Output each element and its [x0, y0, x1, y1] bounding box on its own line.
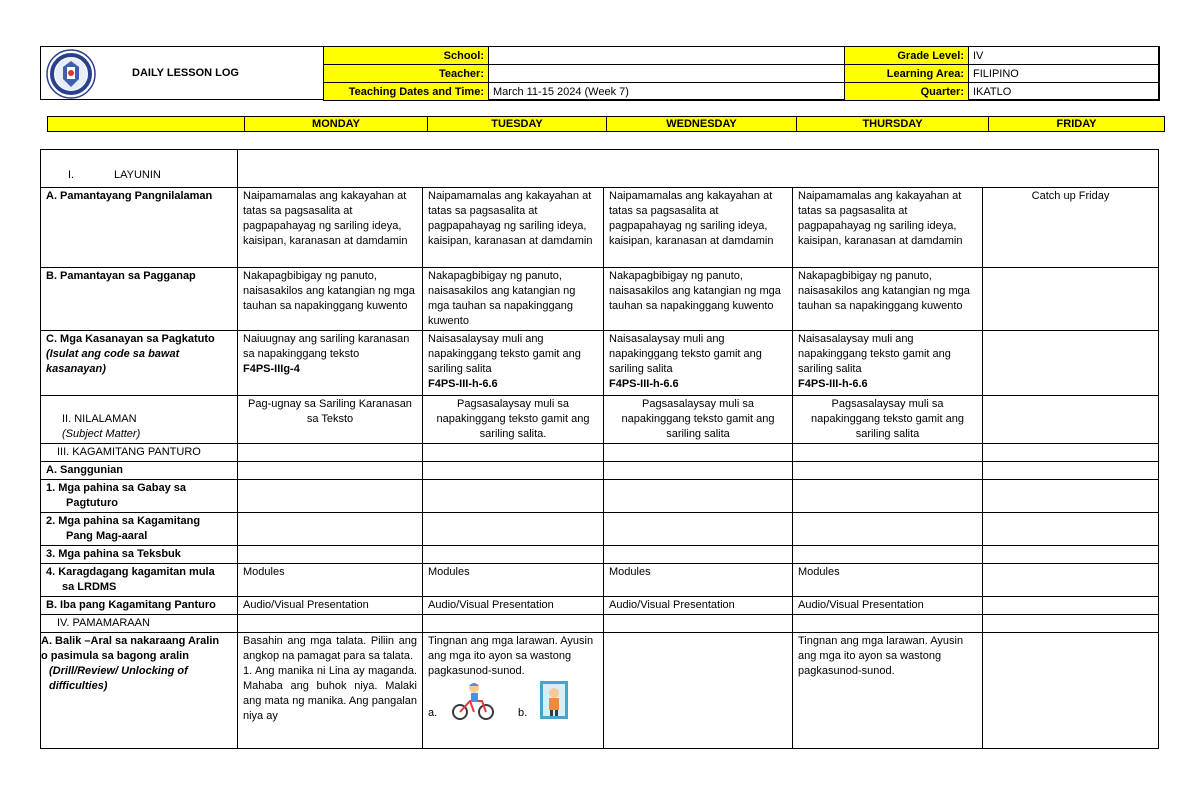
nilalaman-sublabel: (Subject Matter) — [62, 428, 141, 440]
kasanayan-label: C. Mga Kasanayan sa Pagkatuto — [46, 333, 215, 345]
iba-friday — [983, 597, 1159, 615]
pamantayang-tuesday: Naipamamalas ang kakayahan at tatas sa pagsasalita at pagpapahayag ng sariling ideya, kaisipan, karanasan at damdamin — [423, 188, 604, 268]
competency-code: F4PS-IIIg-4 — [243, 363, 300, 375]
iba-thursday: Audio/Visual Presentation — [793, 597, 983, 615]
kasanayan-sublabel: (Isulat ang code sa bawat kasanayan) — [46, 348, 180, 375]
table-row — [41, 331, 1159, 396]
pagganap-tuesday: Nakapagbibigay ng panuto, naisasakilos ang katangian ng mga tauhan sa napakinggang kuwento — [423, 268, 604, 331]
kasanayan-text: Naisasalaysay muli ang napakinggang teksto gamit ang sariling salita — [798, 333, 951, 375]
table-row — [41, 462, 1159, 480]
iba-monday: Audio/Visual Presentation — [238, 597, 423, 615]
balik-friday — [983, 633, 1159, 749]
empty-cell — [793, 480, 983, 513]
kagamitan-label: III. KAGAMITANG PANTURO — [41, 444, 238, 462]
empty-cell — [983, 615, 1159, 633]
empty-cell — [238, 480, 423, 513]
iba-label: B. Iba pang Kagamitang Panturo — [41, 597, 238, 615]
grade-level-label: Grade Level: — [845, 47, 969, 65]
nilalaman-wednesday: Pagsasalaysay muli sa napakinggang teksto gamit ang sariling salita — [604, 396, 793, 444]
table-row — [41, 513, 1159, 546]
nilalaman-friday — [983, 396, 1159, 444]
empty-cell — [423, 480, 604, 513]
teacher-value — [489, 65, 845, 83]
day-friday: FRIDAY — [989, 117, 1165, 132]
pamamaraan-label: IV. PAMAMARAAN — [41, 615, 238, 633]
sanggunian-label: A. Sanggunian — [41, 462, 238, 480]
empty-cell — [238, 462, 423, 480]
kasanayan-text: Naisasalaysay muli ang napakinggang teksto gamit ang sariling salita — [428, 333, 581, 375]
lrdms-monday: Modules — [238, 564, 423, 597]
kasanayan-monday — [238, 331, 423, 396]
pagganap-friday — [983, 268, 1159, 331]
teksbuk-label: 3. Mga pahina sa Teksbuk — [41, 546, 238, 564]
table-row — [41, 150, 1159, 188]
empty-cell — [423, 444, 604, 462]
day-header-bar — [47, 116, 1165, 132]
balik-tuesday-instruction: Tingnan ang mga larawan. Ayusin ang mga ito ayon sa wastong pagkasunod-sunod. — [428, 635, 594, 677]
table-row — [41, 564, 1159, 597]
pagganap-label: B. Pamantayan sa Pagganap — [41, 268, 238, 331]
nilalaman-monday: Pag-ugnay sa Sariling Karanasan sa Teksto — [238, 396, 423, 444]
table-row — [41, 546, 1159, 564]
pagganap-thursday: Nakapagbibigay ng panuto, naisasakilos ang katangian ng mga tauhan sa napakinggang kuwento — [793, 268, 983, 331]
kasanayan-label-cell — [41, 331, 238, 396]
nilalaman-tuesday: Pagsasalaysay muli sa napakinggang teksto gamit ang sariling salita. — [423, 396, 604, 444]
kasanayan-thursday — [793, 331, 983, 396]
pamantayang-thursday: Naipamamalas ang kakayahan at tatas sa pagsasalita at pagpapahayag ng sariling ideya, kaisipan, karanasan at damdamin — [793, 188, 983, 268]
iba-tuesday: Audio/Visual Presentation — [423, 597, 604, 615]
balik-tuesday — [423, 633, 604, 749]
deped-seal-logo — [46, 49, 96, 99]
grade-level-value: IV — [969, 47, 1160, 65]
kagamitang-label: 2. Mga pahina sa Kagamitang — [46, 515, 201, 527]
empty-cell — [238, 546, 423, 564]
balik-label-cell — [41, 633, 238, 749]
balik-monday — [238, 633, 423, 749]
quarter-label: Quarter: — [845, 83, 969, 101]
layunin-number: I. — [68, 169, 75, 181]
kasanayan-wednesday — [604, 331, 793, 396]
layunin-label-cell — [41, 150, 238, 188]
empty-cell — [604, 480, 793, 513]
competency-code: F4PS-III-h-6.6 — [798, 378, 868, 390]
nilalaman-label: II. NILALAMAN — [62, 413, 137, 425]
teaching-dates-label: Teaching Dates and Time: — [324, 83, 489, 101]
balik-monday-passage: 1. Ang manika ni Lina ay maganda. Mahaba ang buhok niya. Malaki ang mata ng manika. Ang pangalan niya ay — [243, 665, 417, 722]
table-row — [41, 480, 1159, 513]
empty-cell — [793, 615, 983, 633]
page-title: DAILY LESSON LOG — [132, 67, 239, 79]
empty-cell — [983, 546, 1159, 564]
lrdms-label: 4. Karagdagang kagamitan mula — [46, 566, 215, 578]
balik-wednesday — [604, 633, 793, 749]
iba-wednesday: Audio/Visual Presentation — [604, 597, 793, 615]
day-thursday: THURSDAY — [797, 117, 989, 132]
empty-cell — [604, 513, 793, 546]
table-row — [41, 444, 1159, 462]
day-blank-cell — [48, 117, 245, 132]
table-row — [41, 188, 1159, 268]
table-row — [41, 597, 1159, 615]
lrdms-friday — [983, 564, 1159, 597]
lesson-log-table — [40, 149, 1159, 749]
table-row — [41, 615, 1159, 633]
catch-up-friday: Catch up Friday — [983, 188, 1159, 268]
pamantayang-wednesday: Naipamamalas ang kakayahan at tatas sa pagsasalita at pagpapahayag ng sariling ideya, kaisipan, karanasan at damdamin — [604, 188, 793, 268]
child-bicycle-image — [450, 681, 496, 721]
empty-cell — [423, 462, 604, 480]
empty-cell — [983, 480, 1159, 513]
layunin-blank — [238, 150, 1159, 188]
pagganap-monday: Nakapagbibigay ng panuto, naisasakilos ang katangian ng mga tauhan sa napakinggang kuwento — [238, 268, 423, 331]
pamantayang-label: A. Pamantayang Pangnilalaman — [41, 188, 238, 268]
empty-cell — [983, 444, 1159, 462]
child-door-image — [538, 679, 570, 721]
kagamitang-label-cell — [41, 513, 238, 546]
gabay-label-2: Pagtuturo — [66, 497, 118, 509]
lrdms-tuesday: Modules — [423, 564, 604, 597]
empty-cell — [423, 615, 604, 633]
layunin-label: LAYUNIN — [114, 169, 161, 181]
empty-cell — [983, 462, 1159, 480]
table-row — [41, 633, 1159, 749]
picture-label-b: b. — [518, 707, 528, 719]
nilalaman-label-cell — [41, 396, 238, 444]
lrdms-wednesday: Modules — [604, 564, 793, 597]
balik-monday-instruction: Basahin ang mga talata. Piliin ang angkop na pamagat para sa talata. — [243, 635, 417, 662]
teaching-dates-value: March 11-15 2024 (Week 7) — [489, 83, 845, 101]
empty-cell — [238, 444, 423, 462]
empty-cell — [604, 546, 793, 564]
quarter-value: IKATLO — [969, 83, 1160, 101]
empty-cell — [793, 546, 983, 564]
lrdms-label-cell — [41, 564, 238, 597]
header-info-grid — [323, 46, 1160, 101]
empty-cell — [423, 546, 604, 564]
teacher-label: Teacher: — [324, 65, 489, 83]
day-monday: MONDAY — [245, 117, 428, 132]
picture-label-a: a. — [428, 707, 438, 719]
empty-cell — [983, 513, 1159, 546]
empty-cell — [604, 444, 793, 462]
balik-label: A. Balik –Aral sa nakaraang Aralin o pasimula sa bagong aralin — [41, 635, 220, 662]
nilalaman-thursday: Pagsasalaysay muli sa napakinggang teksto gamit ang sariling salita — [793, 396, 983, 444]
gabay-label-cell — [41, 480, 238, 513]
learning-area-value: FILIPINO — [969, 65, 1160, 83]
kasanayan-text: Naiuugnay ang sariling karanasan sa napakinggang teksto — [243, 333, 410, 360]
empty-cell — [604, 615, 793, 633]
school-value — [489, 47, 845, 65]
kagamitang-label-2: Pang Mag-aaral — [66, 530, 148, 542]
lrdms-thursday: Modules — [793, 564, 983, 597]
empty-cell — [238, 615, 423, 633]
pamantayang-monday: Naipamamalas ang kakayahan at tatas sa pagsasalita at pagpapahayag ng sariling ideya, kaisipan, karanasan at damdamin — [238, 188, 423, 268]
empty-cell — [793, 462, 983, 480]
pagganap-wednesday: Nakapagbibigay ng panuto, naisasakilos ang katangian ng mga tauhan sa napakinggang kuwento — [604, 268, 793, 331]
day-wednesday: WEDNESDAY — [607, 117, 797, 132]
empty-cell — [793, 513, 983, 546]
gabay-label: 1. Mga pahina sa Gabay sa — [46, 482, 187, 494]
balik-sublabel: (Drill/Review/ Unlocking of difficulties) — [49, 665, 188, 692]
table-row — [41, 268, 1159, 331]
competency-code: F4PS-III-h-6.6 — [609, 378, 679, 390]
empty-cell — [423, 513, 604, 546]
empty-cell — [793, 444, 983, 462]
kasanayan-tuesday — [423, 331, 604, 396]
table-row — [41, 396, 1159, 444]
empty-cell — [604, 462, 793, 480]
competency-code: F4PS-III-h-6.6 — [428, 378, 498, 390]
learning-area-label: Learning Area: — [845, 65, 969, 83]
kasanayan-text: Naisasalaysay muli ang napakinggang teksto gamit ang sariling salita — [609, 333, 762, 375]
empty-cell — [238, 513, 423, 546]
day-tuesday: TUESDAY — [428, 117, 607, 132]
lrdms-label-2: sa LRDMS — [62, 581, 117, 593]
school-label: School: — [324, 47, 489, 65]
balik-thursday: Tingnan ang mga larawan. Ayusin ang mga ito ayon sa wastong pagkasunod-sunod. — [793, 633, 983, 749]
picture-sequence — [428, 679, 598, 721]
kasanayan-friday — [983, 331, 1159, 396]
